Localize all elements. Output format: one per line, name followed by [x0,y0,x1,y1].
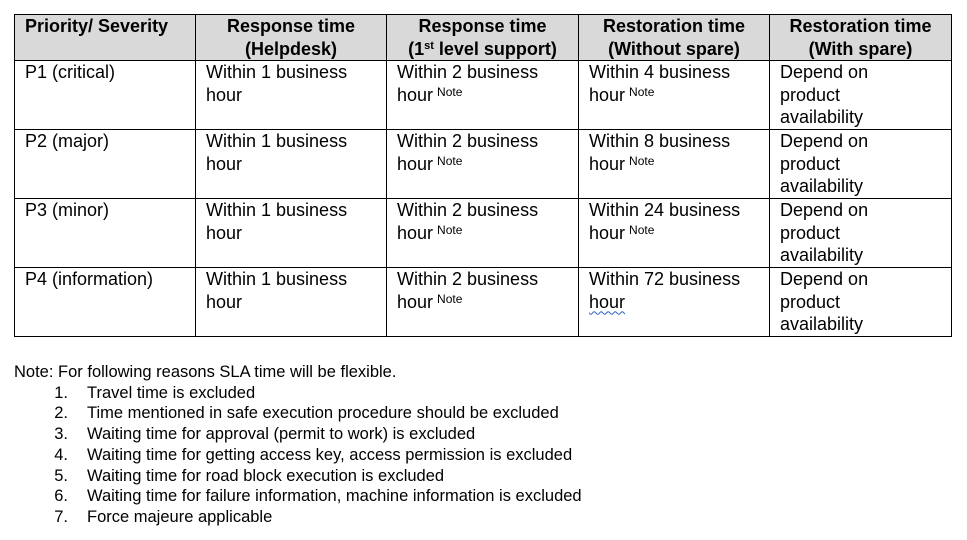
list-item: 1. Travel time is excluded [54,383,256,402]
cell-first-level: Within 2 business hour $^{Note}$ [387,268,579,337]
table-row [15,61,952,130]
sla-table [14,14,952,337]
note-marker: Note [629,153,655,168]
table-row [15,268,952,337]
note-marker: Note [629,222,655,237]
notes-intro: Note: For following reasons SLA time will be flexible. [14,363,397,381]
note-marker: Note [629,84,655,99]
cell-with-spare: Depend on product availability [770,130,952,199]
notes-list [14,383,582,528]
cell-with-spare: Depend on product availability [770,199,952,268]
cell-without-spare: Within 8 business hour $^{Note}$ [579,130,770,199]
cell-first-level: Within 2 business hour $^{Note}$ [387,61,579,130]
header-restoration-with-spare: Restoration time (With spare) [770,15,952,61]
header-response-helpdesk: Response time (Helpdesk) [196,15,387,61]
table-row [15,199,952,268]
cell-without-spare: Within 24 business hour $^{Note}$ [579,199,770,268]
cell-priority: P4 (information) [15,268,196,337]
cell-priority: P1 (critical) [15,61,196,130]
cell-with-spare: Depend on product availability [770,61,952,130]
cell-priority: P2 (major) [15,130,196,199]
cell-helpdesk: Within 1 business hour [196,199,387,268]
list-item: 3. Waiting time for approval (permit to work) is excluded [54,425,476,444]
cell-first-level: Within 2 business hour $^{Note}$ [387,199,579,268]
note-marker: Note [437,291,463,306]
cell-helpdesk: Within 1 business hour [196,61,387,130]
spellcheck-flagged-word: hour [589,291,626,312]
cell-without-spare: Within 72 business hour [579,268,770,337]
list-item: 2. Time mentioned in safe execution procedure should be excluded [54,404,559,423]
table-header-row [15,15,952,61]
note-marker: Note [437,153,463,168]
table-row [15,130,952,199]
cell-priority: P3 (minor) [15,199,196,268]
note-marker: Note [437,222,463,237]
cell-first-level: Within 2 business hour $^{Note}$ [387,130,579,199]
list-item: 5. Waiting time for road block execution is excluded [54,466,445,485]
cell-with-spare: Depend on product availability [770,268,952,337]
header-response-first-level: Response time (1st level support) [387,15,579,61]
cell-helpdesk: Within 1 business hour [196,130,387,199]
note-marker: Note [437,84,463,99]
notes-section [14,362,582,528]
list-item: 4. Waiting time for getting access key, access permission is excluded [54,445,573,464]
cell-without-spare: Within 4 business hour $^{Note}$ [579,61,770,130]
cell-helpdesk: Within 1 business hour [196,268,387,337]
header-priority: Priority/ Severity [15,15,196,61]
header-restoration-without-spare: Restoration time (Without spare) [579,15,770,61]
list-item: 7. Force majeure applicable [54,507,273,526]
list-item: 6. Waiting time for failure information, machine information is excluded [54,487,582,506]
